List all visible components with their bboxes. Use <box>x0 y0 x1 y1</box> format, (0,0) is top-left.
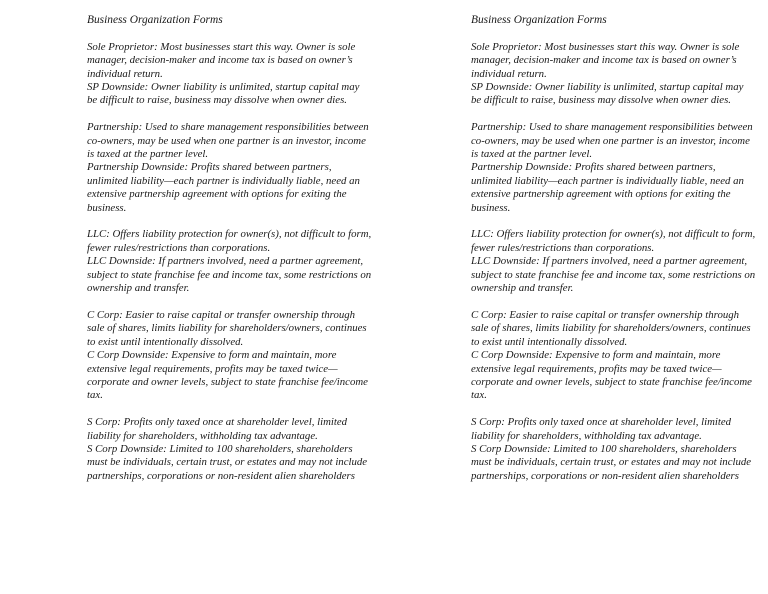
section-partnership <box>87 121 372 215</box>
section-downside-text: Partnership Downside: Profits shared between partners, unlimited liability—each partner is individually liable, need an extensive partnership agreement with options for exiting the business. <box>87 161 360 214</box>
section-llc <box>87 228 372 295</box>
section-main-text: Sole Proprietor: Most businesses start this way. Owner is sole manager, decision-maker and income tax is based on owner’s individual return. <box>87 40 356 80</box>
section-c-corp <box>87 309 372 403</box>
section-downside-text: SP Downside: Owner liability is unlimited, startup capital may be difficult to raise, business may dissolve when owner dies. <box>471 81 744 107</box>
section-downside-text: Partnership Downside: Profits shared between partners, unlimited liability—each partner is individually liable, need an extensive partnership agreement with options for exiting the business. <box>471 161 744 214</box>
section-main-text: S Corp: Profits only taxed once at shareholder level, limited liability for shareholders, withholding tax advantage. <box>471 416 732 442</box>
section-s-corp <box>471 416 756 483</box>
section-llc <box>471 228 756 295</box>
section-main-text: Partnership: Used to share management responsibilities between co-owners, may be used when one partner is an investor, income is taxed at the partner level. <box>87 121 369 161</box>
section-sole-proprietor <box>471 41 756 108</box>
section-downside-text: S Corp Downside: Limited to 100 shareholders, shareholders must be individuals, certain trust, or estates and may not include partnerships, corporations or non-resident alien shareholders <box>87 442 368 482</box>
section-main-text: Sole Proprietor: Most businesses start this way. Owner is sole manager, decision-maker and income tax is based on owner’s individual return. <box>471 40 740 80</box>
section-c-corp <box>471 309 756 403</box>
section-downside-text: S Corp Downside: Limited to 100 shareholders, shareholders must be individuals, certain trust, or estates and may not include partnerships, corporations or non-resident alien shareholders <box>471 442 752 482</box>
left-column <box>87 14 372 497</box>
section-main-text: C Corp: Easier to raise capital or transfer ownership through sale of shares, limits liability for shareholders/owners, continues to exist until intentionally dissolved. <box>471 308 751 348</box>
section-downside-text: SP Downside: Owner liability is unlimited, startup capital may be difficult to raise, business may dissolve when owner dies. <box>87 81 360 107</box>
section-main-text: LLC: Offers liability protection for owner(s), not difficult to form, fewer rules/restrictions than corporations. <box>471 228 756 254</box>
section-main-text: S Corp: Profits only taxed once at shareholder level, limited liability for shareholders, withholding tax advantage. <box>87 416 348 442</box>
right-column <box>471 14 756 497</box>
document-title: Business Organization Forms <box>471 14 607 26</box>
section-partnership <box>471 121 756 215</box>
section-sole-proprietor <box>87 41 372 108</box>
section-downside-text: C Corp Downside: Expensive to form and maintain, more extensive legal requirements, profits may be taxed twice—corporate and owner levels, subject to state franchise fee/income tax. <box>87 349 368 402</box>
section-main-text: Partnership: Used to share management responsibilities between co-owners, may be used when one partner is an investor, income is taxed at the partner level. <box>471 121 753 161</box>
section-s-corp <box>87 416 372 483</box>
document-title: Business Organization Forms <box>87 14 223 26</box>
section-downside-text: C Corp Downside: Expensive to form and maintain, more extensive legal requirements, profits may be taxed twice—corporate and owner levels, subject to state franchise fee/income tax. <box>471 349 752 402</box>
section-main-text: LLC: Offers liability protection for owner(s), not difficult to form, fewer rules/restrictions than corporations. <box>87 228 372 254</box>
section-downside-text: LLC Downside: If partners involved, need a partner agreement, subject to state franchise fee and income tax, some restrictions on ownership and transfer. <box>87 255 372 295</box>
section-main-text: C Corp: Easier to raise capital or transfer ownership through sale of shares, limits liability for shareholders/owners, continues to exist until intentionally dissolved. <box>87 308 367 348</box>
section-downside-text: LLC Downside: If partners involved, need a partner agreement, subject to state franchise fee and income tax, some restrictions on ownership and transfer. <box>471 255 756 295</box>
